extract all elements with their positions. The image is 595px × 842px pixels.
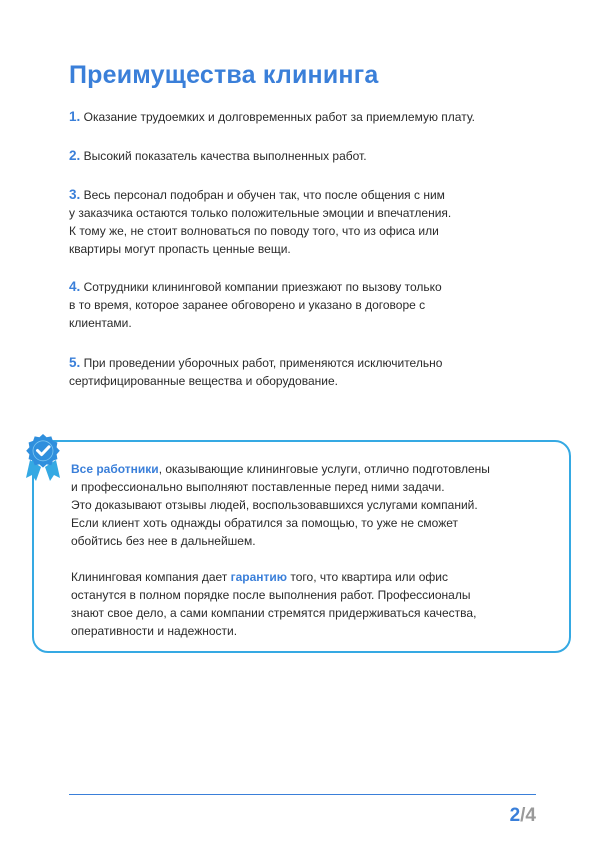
callout-text-line: и профессионально выполняют поставленные перед ними задачи. [71,480,445,494]
advantage-text-line: в то время, которое заранее обговорено и указано в договоре с [69,298,426,312]
advantage-text-line: сертифицированные вещества и оборудование. [69,374,338,388]
page-total: 4 [525,805,536,826]
footer-divider [69,794,536,795]
advantage-text-line: клиентами. [69,316,132,330]
callout-text-segment: Клининговая компания дает [71,570,231,584]
advantage-text-line: Сотрудники клининговой компании приезжают по вызову только [83,280,442,294]
advantage-item-5 [69,354,549,390]
advantage-item-1 [69,108,549,126]
advantage-item-2 [69,147,549,165]
callout-text-line: Если клиент хоть однажды обратился за помощью, то уже не сможет [71,516,459,530]
advantage-item-4 [69,278,549,332]
callout-highlight-guarantee: гарантию [230,570,288,584]
advantage-text-line: Высокий показатель качества выполненных работ. [83,149,367,163]
advantage-text-line: К тому же, не стоит волноваться по поводу того, что из офиса или [69,224,439,238]
advantage-text-line: Весь персонал подобран и обучен так, что после общения с ним [83,188,445,202]
advantage-number: 3. [69,187,81,202]
advantage-text-line: Оказание трудоемких и долговременных работ за приемлемую плату. [83,110,475,124]
advantage-text-line: квартиры могут пропасть ценные вещи. [69,242,291,256]
guarantee-callout-card [32,440,571,653]
advantage-text-line: у заказчика остаются только положительные эмоции и впечатления. [69,206,452,220]
callout-text-line: останутся в полном порядке после выполнения работ. Профессионалы [71,588,471,602]
advantage-number: 4. [69,279,81,294]
advantage-number: 1. [69,109,81,124]
callout-text-line: , оказывающие клининговые услуги, отлично подготовлены [158,462,490,476]
callout-text-line: обойтись без нее в дальнейшем. [71,534,256,548]
callout-text-segment: того, что квартира или офис [287,570,448,584]
advantage-item-3 [69,186,549,258]
verified-badge-icon [22,433,64,485]
advantage-number: 5. [69,355,81,370]
callout-paragraph-workers [71,460,541,550]
callout-highlight-workers: Все работники [71,462,159,476]
page-current: 2 [509,805,521,826]
advantage-text-line: При проведении уборочных работ, применяются исключительно [83,356,443,370]
callout-text-line: Это доказывают отзывы людей, воспользовавшихся услугами компаний. [71,498,478,512]
page-number [510,804,536,828]
advantage-number: 2. [69,148,81,163]
callout-paragraph-guarantee [71,568,541,640]
callout-text-line: знают свое дело, а сами компании стремятся придерживаться качества, [71,606,477,620]
page-separator: / [520,805,526,826]
page-title: Преимущества клининга [69,61,379,89]
callout-text-line: оперативности и надежности. [71,624,238,638]
